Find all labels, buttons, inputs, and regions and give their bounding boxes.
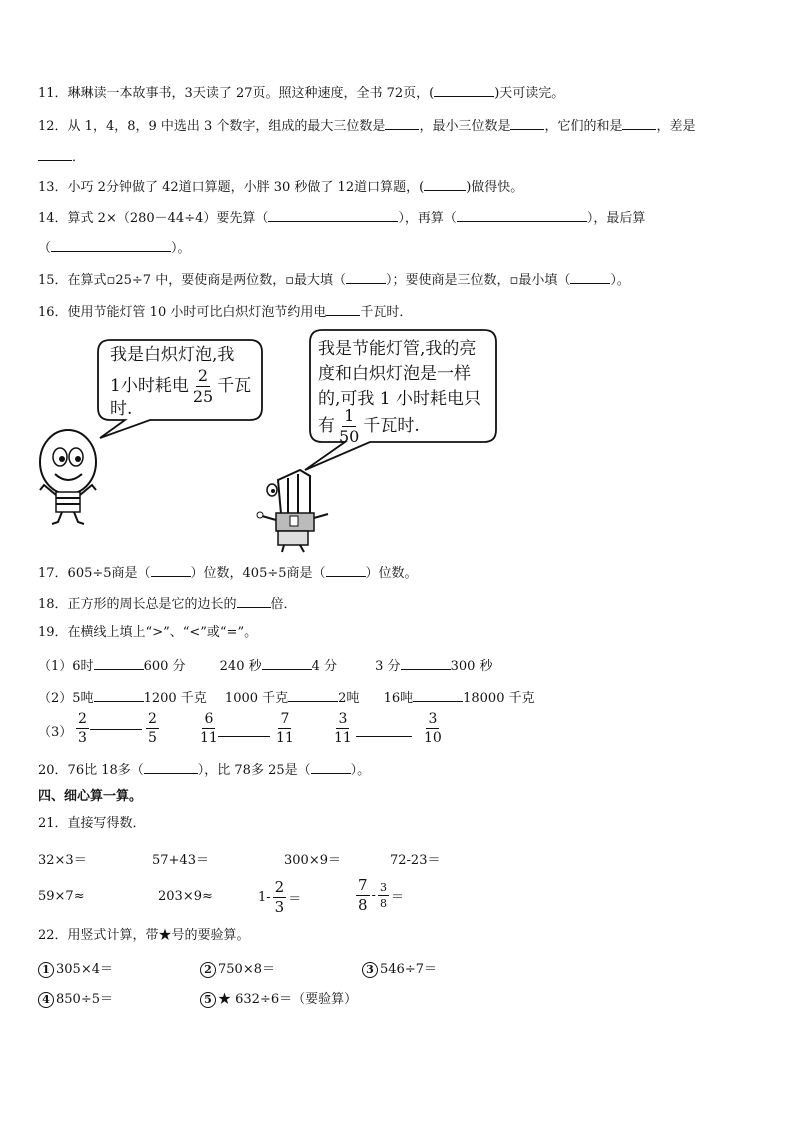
answer-blank[interactable] bbox=[262, 656, 312, 670]
answer-blank[interactable] bbox=[457, 208, 587, 222]
question-22-title: 22．用竖式计算，带★号的要验算。 bbox=[38, 928, 250, 943]
fraction: $\frac{3}{10}$ bbox=[424, 711, 442, 746]
vertical-calc-item: 2 750×8＝ bbox=[200, 958, 275, 978]
answer-blank[interactable] bbox=[144, 760, 198, 774]
answer-blank[interactable] bbox=[622, 116, 656, 130]
bubble-1-line-2: 1小时耗电 $\frac{2}{25}$ 千瓦 bbox=[110, 366, 252, 406]
answer-blank[interactable] bbox=[38, 147, 72, 161]
fraction: $\frac{2}{25}$ bbox=[192, 366, 214, 406]
question-20: 20．76比 18多（ ），比 78多 25是（ ）。 bbox=[38, 760, 370, 780]
section-heading: 四、细心算一算。 bbox=[38, 789, 143, 804]
bubble-2-line-2: 度和白炽灯泡是一样 bbox=[318, 364, 471, 384]
calc-item: 59×7≈ bbox=[38, 889, 85, 904]
calc-fraction-item: $\frac{7}{8}$ - $\frac{3}{8}$ ＝ bbox=[358, 876, 404, 914]
question-18: 18．正方形的周长总是它的边长的 倍． bbox=[38, 594, 297, 614]
question-14: 14．算式 2×（280－44÷4）要先算（ ），再算（ ），最后算 bbox=[38, 208, 645, 228]
fraction: $\frac{2}{3}$ bbox=[78, 711, 87, 746]
calc-item: 300×9＝ bbox=[284, 853, 341, 868]
answer-blank[interactable] bbox=[346, 270, 386, 284]
answer-blank[interactable] bbox=[510, 116, 544, 130]
question-19-title: 19．在横线上填上“>”、“<”或“=”。 bbox=[38, 625, 258, 640]
answer-blank[interactable] bbox=[237, 594, 271, 608]
fraction: $\frac{6}{11}$ bbox=[200, 711, 218, 746]
answer-blank[interactable] bbox=[268, 208, 398, 222]
q19-row-1: （1）6时 600 分 240 秒 4 分 3 分 300 秒 bbox=[38, 656, 493, 676]
calc-item: 57+43＝ bbox=[152, 853, 209, 868]
answer-blank[interactable] bbox=[570, 270, 610, 284]
answer-blank[interactable] bbox=[288, 688, 338, 702]
answer-blank[interactable] bbox=[51, 238, 171, 252]
calc-fraction-item: 1- $\frac{2}{3}$ ＝ bbox=[258, 878, 302, 916]
answer-blank[interactable] bbox=[311, 760, 351, 774]
question-12-cont: ． bbox=[38, 147, 85, 167]
answer-blank[interactable] bbox=[90, 729, 142, 730]
calc-item: 32×3＝ bbox=[38, 853, 87, 868]
question-12: 12．从 1，4，8，9 中选出 3 个数字，组成的最大三位数是 ，最小三位数是 ，它们的和是 ，差是 bbox=[38, 116, 695, 136]
question-13: 13．小巧 2分钟做了 42道口算题，小胖 30 秒做了 12道口算题，( )做得快。 bbox=[38, 177, 523, 197]
answer-blank[interactable] bbox=[434, 83, 494, 97]
answer-blank[interactable] bbox=[218, 736, 270, 737]
calc-item: 72-23＝ bbox=[390, 853, 441, 868]
vertical-calc-item: 1 305×4＝ bbox=[38, 958, 113, 978]
vertical-calc-item: 3 546÷7＝ bbox=[362, 958, 437, 978]
question-21-title: 21．直接写得数． bbox=[38, 816, 146, 831]
answer-blank[interactable] bbox=[94, 688, 144, 702]
bubble-2-line-1: 我是节能灯管,我的亮 bbox=[318, 339, 477, 359]
answer-blank[interactable] bbox=[424, 177, 466, 191]
answer-blank[interactable] bbox=[356, 736, 412, 737]
fraction: $\frac{2}{5}$ bbox=[148, 711, 157, 746]
calc-item: 203×9≈ bbox=[158, 889, 213, 904]
answer-blank[interactable] bbox=[326, 302, 360, 316]
question-16: 16．使用节能灯管 10 小时可比白炽灯泡节约用电 千瓦时． bbox=[38, 302, 412, 322]
bubble-2-line-3: 的,可我 1 小时耗电只 bbox=[318, 389, 482, 409]
vertical-calc-item: 4 850÷5＝ bbox=[38, 988, 113, 1008]
vertical-calc-item: 5 ★ 632÷6＝（要验算） bbox=[200, 988, 357, 1008]
light-bulb-character bbox=[40, 430, 96, 524]
answer-blank[interactable] bbox=[385, 116, 419, 130]
energy-saving-lamp-character bbox=[257, 470, 328, 552]
q19-row-3-label: （3） bbox=[38, 725, 73, 740]
question-14-cont: （ ）。 bbox=[38, 238, 191, 258]
answer-blank[interactable] bbox=[326, 563, 366, 577]
question-11: 11．琳琳读一本故事书，3天读了 27页。照这种速度，全书 72页，( )天可读完。 bbox=[38, 83, 564, 103]
fraction: $\frac{3}{11}$ bbox=[334, 711, 352, 746]
answer-blank[interactable] bbox=[151, 563, 191, 577]
answer-blank[interactable] bbox=[94, 656, 144, 670]
answer-blank[interactable] bbox=[413, 688, 463, 702]
question-17: 17．605÷5商是（ ）位数，405÷5商是（ ）位数。 bbox=[38, 563, 418, 583]
bubble-1-line-3: 时. bbox=[110, 399, 133, 419]
answer-blank[interactable] bbox=[401, 656, 451, 670]
fraction: $\frac{7}{11}$ bbox=[276, 711, 294, 746]
bubble-1-line-1: 我是白炽灯泡,我 bbox=[110, 345, 235, 365]
q19-row-2: （2）5吨 1200 千克 1000 千克 2吨 16吨 18000 千克 bbox=[38, 688, 535, 708]
fraction: $\frac{1}{50}$ bbox=[339, 406, 360, 446]
question-15: 15．在算式▫25÷7 中，要使商是两位数，▫最大填（ ）；要使商是三位数，▫最小填（ ）。 bbox=[38, 270, 630, 290]
bubble-2-line-4: 有 $\frac{1}{50}$ 千瓦时. bbox=[318, 406, 420, 446]
